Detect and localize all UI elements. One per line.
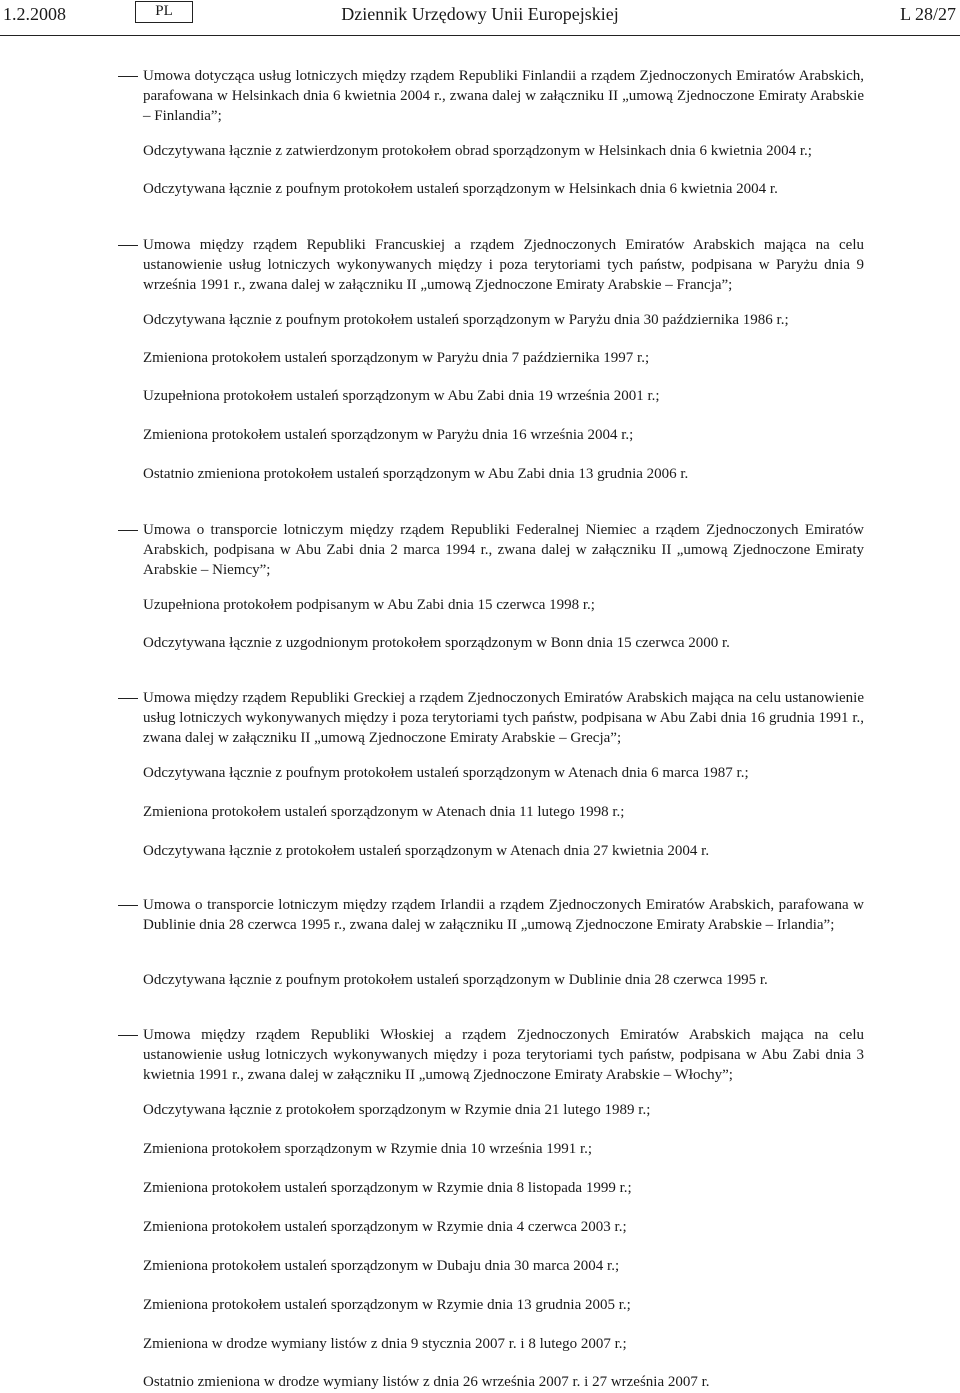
language-badge: PL	[135, 1, 193, 23]
dash-bullet	[118, 530, 138, 531]
amendment-item: Odczytywana łącznie z poufnym protokołem ustaleń sporządzonym w Atenach dnia 6 marca 1987 r.;	[143, 765, 749, 781]
amendment-item: Zmieniona protokołem ustaleń sporządzonym w Rzymie dnia 4 czerwca 2003 r.;	[143, 1219, 627, 1235]
amendment-item: Ostatnio zmieniona w drodze wymiany listów z dnia 26 września 2007 r. i 27 września 2007 r.	[143, 1374, 710, 1390]
amendment-item: Odczytywana łącznie z uzgodnionym protokołem sporządzonym w Bonn dnia 15 czerwca 2000 r.	[143, 635, 730, 651]
header-divider	[0, 35, 960, 36]
agreement-entry-greece	[0, 688, 960, 748]
amendment-item: Odczytywana łącznie z protokołem ustaleń sporządzonym w Atenach dnia 27 kwietnia 2004 r.	[143, 843, 710, 859]
page-header	[0, 0, 960, 36]
agreement-text: Umowa o transporcie lotniczym między rządem Irlandii a rządem Zjednoczonych Emiratów Arabskich, parafowana w Dublinie dnia 28 czerwca 1995 r., zwana dalej w załączniku II „umową Zjednoczone Emiraty Arabskie – Irlandia”;	[143, 897, 864, 933]
dash-bullet	[118, 245, 138, 246]
agreement-text: Umowa między rządem Republiki Francuskiej a rządem Zjednoczonych Emiratów Arabskich mająca na celu ustanowienie usług lotniczych wykonywanych między i poza terytoriami tych państw, podpisana w Paryżu dnia 9 września 1991 r., zwana dalej w załączniku II „umową Zjednoczone Emiraty Arabskie – Francja”;	[143, 237, 864, 293]
amendment-item: Zmieniona protokołem ustaleń sporządzonym w Paryżu dnia 16 września 2004 r.;	[143, 427, 634, 443]
amendment-item: Odczytywana łącznie z protokołem sporządzonym w Rzymie dnia 21 lutego 1989 r.;	[143, 1102, 651, 1118]
agreement-entry-ireland	[0, 895, 960, 935]
amendment-item: Zmieniona protokołem sporządzonym w Rzymie dnia 10 września 1991 r.;	[143, 1141, 593, 1157]
agreement-text: Umowa między rządem Republiki Włoskiej a rządem Zjednoczonych Emiratów Arabskich mająca na celu ustanowienie usług lotniczych wykonywanych między i poza terytoriami tych państw, podpisana w Abu Zabi dnia 3 kwietnia 1991 r., zwana dalej w załączniku II „umową Zjednoczone Emiraty Arabskie – Włochy”;	[143, 1027, 864, 1083]
dash-bullet	[118, 698, 138, 699]
amendment-item: Zmieniona protokołem ustaleń sporządzonym w Rzymie dnia 8 listopada 1999 r.;	[143, 1180, 632, 1196]
agreement-entry-france	[0, 235, 960, 295]
dash-bullet	[118, 905, 138, 906]
publication-date: 1.2.2008	[3, 4, 66, 24]
dash-bullet	[118, 1035, 138, 1036]
agreement-text: Umowa między rządem Republiki Greckiej a rządem Zjednoczonych Emiratów Arabskich mająca na celu ustanowienie usług lotniczych wykonywanych między i poza terytoriami tych państw, podpisana w Abu Zabi dnia 16 grudnia 1991 r., zwana dalej w załączniku II „umową Zjednoczone Emiraty Arabskie – Grecja”;	[143, 690, 864, 746]
agreement-entry-italy	[0, 1025, 960, 1085]
page-number: L 28/27	[900, 4, 956, 24]
agreement-entry-finland	[0, 66, 960, 126]
amendment-item: Zmieniona protokołem ustaleń sporządzonym w Dubaju dnia 30 marca 2004 r.;	[143, 1258, 620, 1274]
agreement-entry-germany	[0, 520, 960, 580]
amendment-item: Zmieniona protokołem ustaleń sporządzonym w Rzymie dnia 13 grudnia 2005 r.;	[143, 1297, 631, 1313]
amendment-item: Zmieniona w drodze wymiany listów z dnia 9 stycznia 2007 r. i 8 lutego 2007 r.;	[143, 1336, 627, 1352]
agreement-text: Umowa dotycząca usług lotniczych między rządem Republiki Finlandii a rządem Zjednoczonych Emiratów Arabskich, parafowana w Helsinkach dnia 6 kwietnia 2004 r., zwana dalej w załączniku II „umową Zjednoczone Emiraty Arabskie – Finlandia”;	[143, 68, 864, 124]
amendment-item: Ostatnio zmieniona protokołem ustaleń sporządzonym w Abu Zabi dnia 13 grudnia 2006 r.	[143, 466, 689, 482]
journal-title: Dziennik Urzędowy Unii Europejskiej	[341, 4, 619, 24]
amendment-item: Uzupełniona protokołem ustaleń sporządzonym w Abu Zabi dnia 19 września 2001 r.;	[143, 388, 660, 404]
amendment-item: Zmieniona protokołem ustaleń sporządzonym w Atenach dnia 11 lutego 1998 r.;	[143, 804, 625, 820]
dash-bullet	[118, 76, 138, 77]
amendment-item: Odczytywana łącznie z poufnym protokołem ustaleń sporządzonym w Dublinie dnia 28 czerwca 1995 r.	[143, 972, 768, 988]
amendment-item: Zmieniona protokołem ustaleń sporządzonym w Paryżu dnia 7 października 1997 r.;	[143, 350, 650, 366]
amendment-item: Odczytywana łącznie z poufnym protokołem ustaleń sporządzonym w Helsinkach dnia 6 kwietnia 2004 r.	[143, 181, 778, 197]
amendment-item: Uzupełniona protokołem podpisanym w Abu Zabi dnia 15 czerwca 1998 r.;	[143, 597, 595, 613]
amendment-item: Odczytywana łącznie z zatwierdzonym protokołem obrad sporządzonym w Helsinkach dnia 6 kwietnia 2004 r.;	[143, 143, 812, 159]
amendment-item: Odczytywana łącznie z poufnym protokołem ustaleń sporządzonym w Paryżu dnia 30 października 1986 r.;	[143, 312, 789, 328]
agreement-text: Umowa o transporcie lotniczym między rządem Republiki Federalnej Niemiec a rządem Zjednoczonych Emiratów Arabskich, podpisana w Abu Zabi dnia 2 marca 1994 r., zwana dalej w załączniku II „umową Zjednoczone Emiraty Arabskie – Niemcy”;	[143, 522, 864, 578]
